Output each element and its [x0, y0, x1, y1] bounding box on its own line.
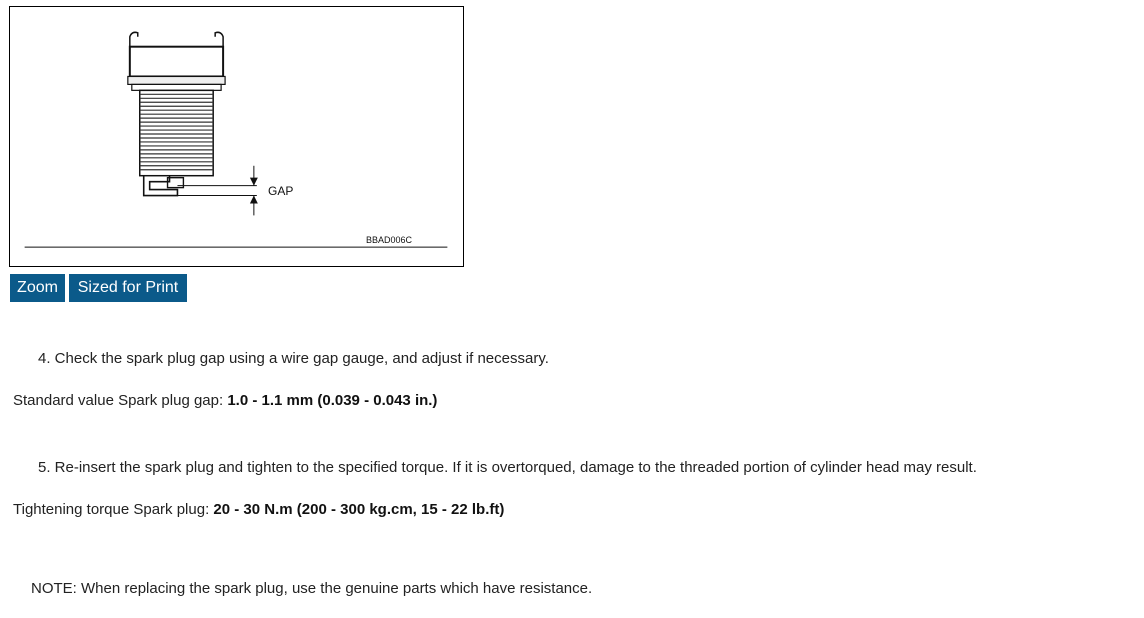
zoom-button[interactable]: Zoom — [10, 274, 65, 302]
torque-value: 20 - 30 N.m (200 - 300 kg.cm, 15 - 22 lb.ft) — [213, 501, 505, 518]
torque-label: Tightening torque Spark plug: — [13, 501, 214, 518]
spark-plug-diagram — [10, 7, 463, 266]
note-text: NOTE: When replacing the spark plug, use the genuine parts which have resistance. — [31, 580, 593, 597]
step-5-text: 5. Re-insert the spark plug and tighten to the specified torque. If it is overtorqued, damage to the threaded portion of cylinder head may result. — [38, 459, 977, 476]
standard-value-line — [13, 392, 437, 410]
spark-plug-figure — [9, 6, 464, 267]
standard-value: 1.0 - 1.1 mm (0.039 - 0.043 in.) — [227, 392, 438, 409]
step-4-text: 4. Check the spark plug gap using a wire gap gauge, and adjust if necessary. — [38, 350, 549, 367]
sized-for-print-button[interactable]: Sized for Print — [69, 274, 187, 302]
gap-label: GAP — [268, 184, 294, 198]
tightening-torque-line — [13, 501, 504, 519]
standard-value-label: Standard value Spark plug gap: — [13, 392, 228, 409]
figure-code: BBAD006C — [366, 235, 413, 245]
